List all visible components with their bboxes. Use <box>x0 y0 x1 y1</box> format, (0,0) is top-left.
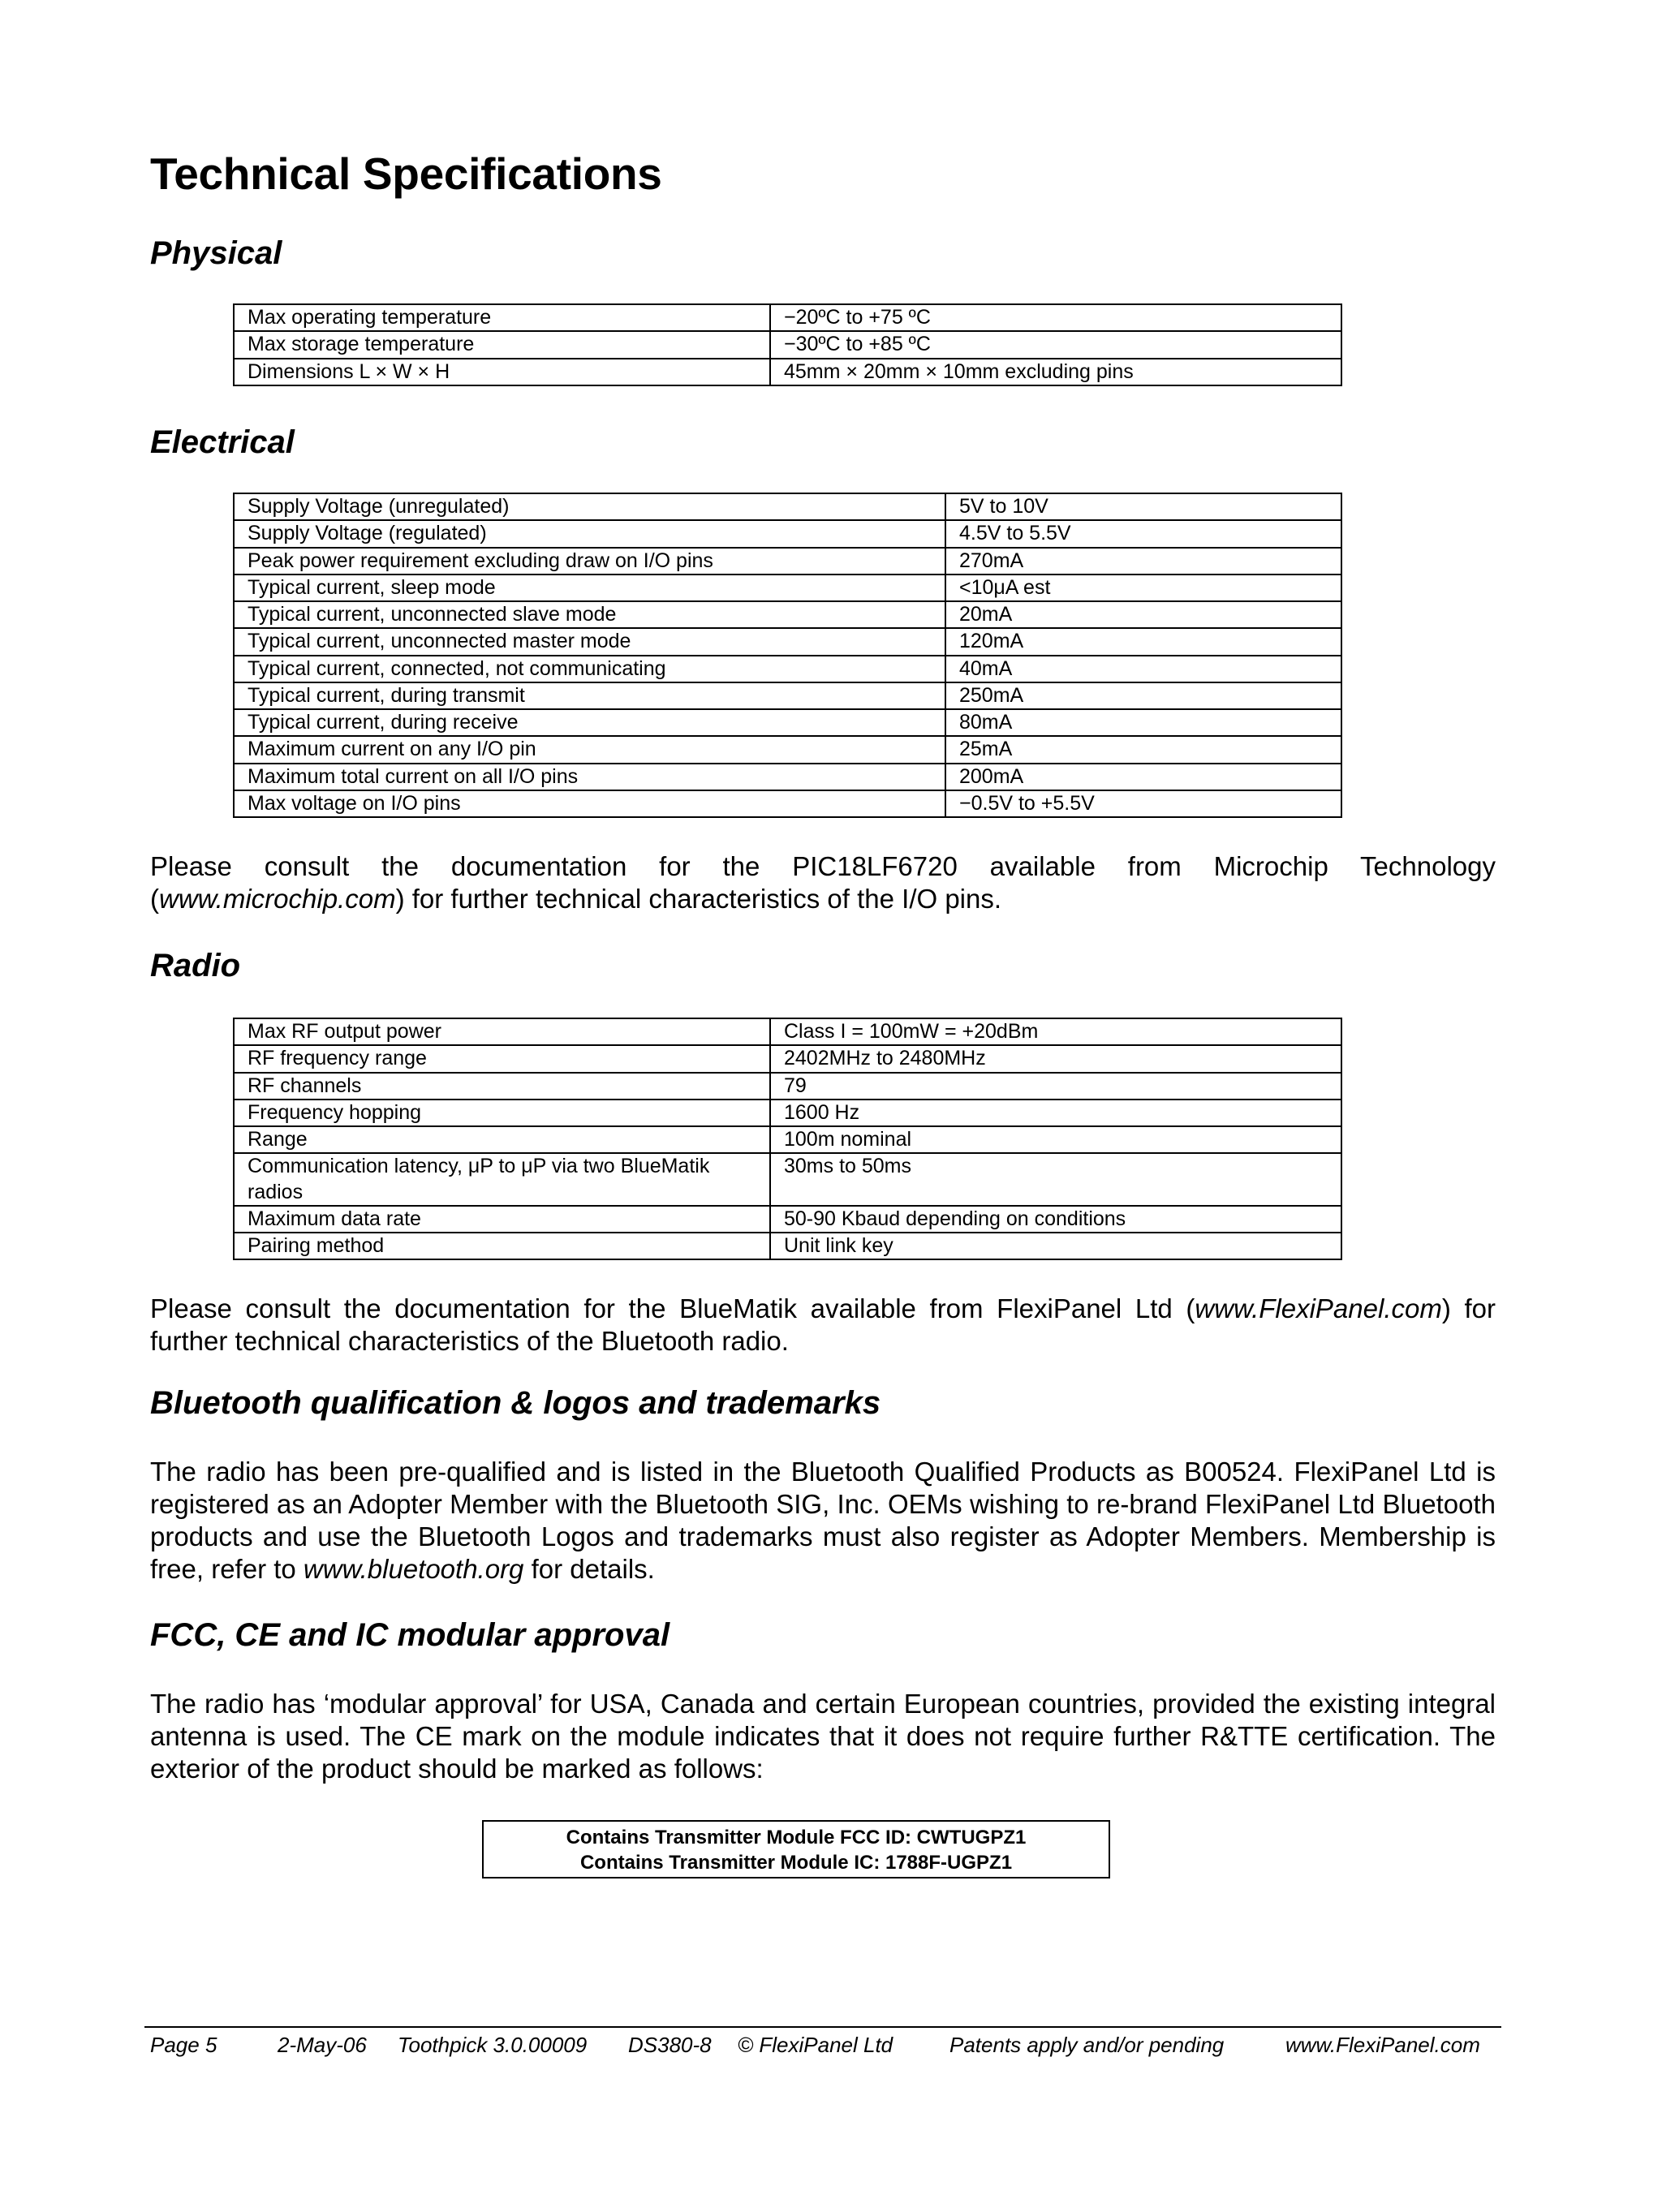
spec-value: 2402MHz to 2480MHz <box>770 1045 1341 1072</box>
spec-label: Max storage temperature <box>234 331 770 358</box>
spec-label: Dimensions L × W × H <box>234 359 770 385</box>
footer-patents: Patents apply and/or pending <box>949 2033 1225 2057</box>
spec-label: Frequency hopping <box>234 1100 770 1126</box>
spec-value: 79 <box>770 1073 1341 1100</box>
section-heading-physical: Physical <box>150 235 282 271</box>
table-row <box>234 790 1341 817</box>
spec-label: Typical current, connected, not communicating <box>234 656 945 682</box>
ic-id-line: Contains Transmitter Module IC: 1788F-UGPZ1 <box>579 1852 1013 1874</box>
footer-date: 2-May-06 <box>278 2033 367 2057</box>
fcc-paragraph: The radio has ‘modular approval’ for USA, Canada and certain European countries, provided the existing integral antenna is used. The CE mark on the module indicates that it does not require further R&TTE certification. The exterior of the product should be marked as follows: <box>150 1689 1496 1784</box>
spec-label: Range <box>234 1126 770 1153</box>
spec-value: 120mA <box>945 628 1341 655</box>
table-row <box>234 1153 1341 1206</box>
footer-product: Toothpick 3.0.00009 <box>398 2033 588 2057</box>
spec-label: Max voltage on I/O pins <box>234 790 945 817</box>
spec-value: 1600 Hz <box>770 1100 1341 1126</box>
table-row <box>234 575 1341 601</box>
section-heading-radio: Radio <box>150 948 241 983</box>
spec-value: 25mA <box>945 736 1341 763</box>
spec-value: 80mA <box>945 709 1341 736</box>
radio-spec-table <box>233 1018 1342 1260</box>
table-row <box>234 1073 1341 1100</box>
spec-label: RF channels <box>234 1073 770 1100</box>
table-row <box>234 1100 1341 1126</box>
spec-label: Typical current, during receive <box>234 709 945 736</box>
spec-value: 30ms to 50ms <box>770 1153 1341 1206</box>
spec-label: Maximum current on any I/O pin <box>234 736 945 763</box>
table-row <box>234 493 1341 520</box>
spec-label: Max RF output power <box>234 1018 770 1045</box>
spec-value: <10μA est <box>945 575 1341 601</box>
spec-value: 20mA <box>945 601 1341 628</box>
spec-value: −20ºC to +75 ºC <box>770 304 1341 331</box>
spec-value: 200mA <box>945 764 1341 790</box>
electrical-spec-table <box>233 493 1342 818</box>
footer-doc-id: DS380-8 <box>628 2033 712 2057</box>
spec-label: RF frequency range <box>234 1045 770 1072</box>
electrical-note <box>150 850 1496 915</box>
footer-page-number: Page 5 <box>150 2033 217 2057</box>
spec-label: Typical current, unconnected master mode <box>234 628 945 655</box>
spec-value: 50-90 Kbaud depending on conditions <box>770 1206 1341 1233</box>
table-row <box>234 359 1341 385</box>
section-heading-electrical: Electrical <box>150 424 295 460</box>
table-row <box>234 331 1341 358</box>
spec-label: Max operating temperature <box>234 304 770 331</box>
section-heading-fcc: FCC, CE and IC modular approval <box>150 1617 670 1653</box>
table-row <box>234 304 1341 331</box>
table-row <box>234 1126 1341 1153</box>
table-row <box>234 601 1341 628</box>
flexipanel-link[interactable]: www.FlexiPanel.com <box>1195 1293 1442 1323</box>
table-row <box>234 656 1341 682</box>
table-row <box>234 1206 1341 1233</box>
spec-value: 100m nominal <box>770 1126 1341 1153</box>
table-row <box>234 709 1341 736</box>
fcc-label-box <box>482 1820 1110 1878</box>
fcc-id-line: Contains Transmitter Module FCC ID: CWTUGPZ1 <box>566 1827 1027 1848</box>
spec-label: Pairing method <box>234 1233 770 1259</box>
spec-value: 4.5V to 5.5V <box>945 520 1341 547</box>
spec-value: 270mA <box>945 548 1341 575</box>
table-row <box>234 1018 1341 1045</box>
spec-value: 250mA <box>945 682 1341 709</box>
paragraph-text: The radio has been pre-qualified and is listed in the Bluetooth Qualified Products as B00524. FlexiPanel Ltd is registered as an Adopter Member with the Bluetooth SIG, Inc. OEMs wishing to re-brand FlexiPanel Ltd Bluetooth products and use the Bluetooth Logos and trademarks must also register as Adopter Members. Membership is free, refer to <box>150 1457 1496 1584</box>
spec-label: Peak power requirement excluding draw on I/O pins <box>234 548 945 575</box>
section-heading-bluetooth: Bluetooth qualification & logos and trademarks <box>150 1385 881 1421</box>
spec-label: Typical current, sleep mode <box>234 575 945 601</box>
table-row <box>234 1233 1341 1259</box>
table-row <box>234 548 1341 575</box>
spec-value: Unit link key <box>770 1233 1341 1259</box>
table-row <box>234 520 1341 547</box>
table-row <box>234 1045 1341 1072</box>
spec-label: Maximum total current on all I/O pins <box>234 764 945 790</box>
spec-label: Communication latency, μP to μP via two BlueMatik radios <box>234 1153 770 1206</box>
page-title: Technical Specifications <box>150 148 662 199</box>
spec-value: 5V to 10V <box>945 493 1341 520</box>
spec-label: Supply Voltage (regulated) <box>234 520 945 547</box>
spec-value: −0.5V to +5.5V <box>945 790 1341 817</box>
spec-value: 45mm × 20mm × 10mm excluding pins <box>770 359 1341 385</box>
table-row <box>234 736 1341 763</box>
table-row <box>234 628 1341 655</box>
note-text: ) for further technical characteristics of the I/O pins. <box>395 884 1002 914</box>
microchip-link[interactable]: www.microchip.com <box>159 884 396 914</box>
note-text: Please consult the documentation for the PIC18LF6720 available from Microchip Technology ( <box>150 851 1496 914</box>
physical-spec-table <box>233 303 1342 386</box>
footer-copyright: © FlexiPanel Ltd <box>738 2033 893 2057</box>
table-row <box>234 764 1341 790</box>
spec-value: Class I = 100mW = +20dBm <box>770 1018 1341 1045</box>
spec-value: 40mA <box>945 656 1341 682</box>
note-text: ) for further technical characteristics of the Bluetooth radio. <box>150 1293 1496 1356</box>
bluetooth-org-link[interactable]: www.bluetooth.org <box>303 1554 524 1584</box>
footer-divider <box>144 2026 1501 2028</box>
radio-note <box>150 1293 1496 1358</box>
note-text: Please consult the documentation for the BlueMatik available from FlexiPanel Ltd ( <box>150 1293 1195 1323</box>
table-row <box>234 682 1341 709</box>
spec-value: −30ºC to +85 ºC <box>770 331 1341 358</box>
paragraph-text: for details. <box>523 1554 655 1584</box>
bluetooth-paragraph <box>150 1456 1496 1586</box>
spec-label: Maximum data rate <box>234 1206 770 1233</box>
spec-label: Typical current, during transmit <box>234 682 945 709</box>
spec-label: Typical current, unconnected slave mode <box>234 601 945 628</box>
spec-label: Supply Voltage (unregulated) <box>234 493 945 520</box>
footer-url[interactable]: www.FlexiPanel.com <box>1285 2033 1480 2057</box>
